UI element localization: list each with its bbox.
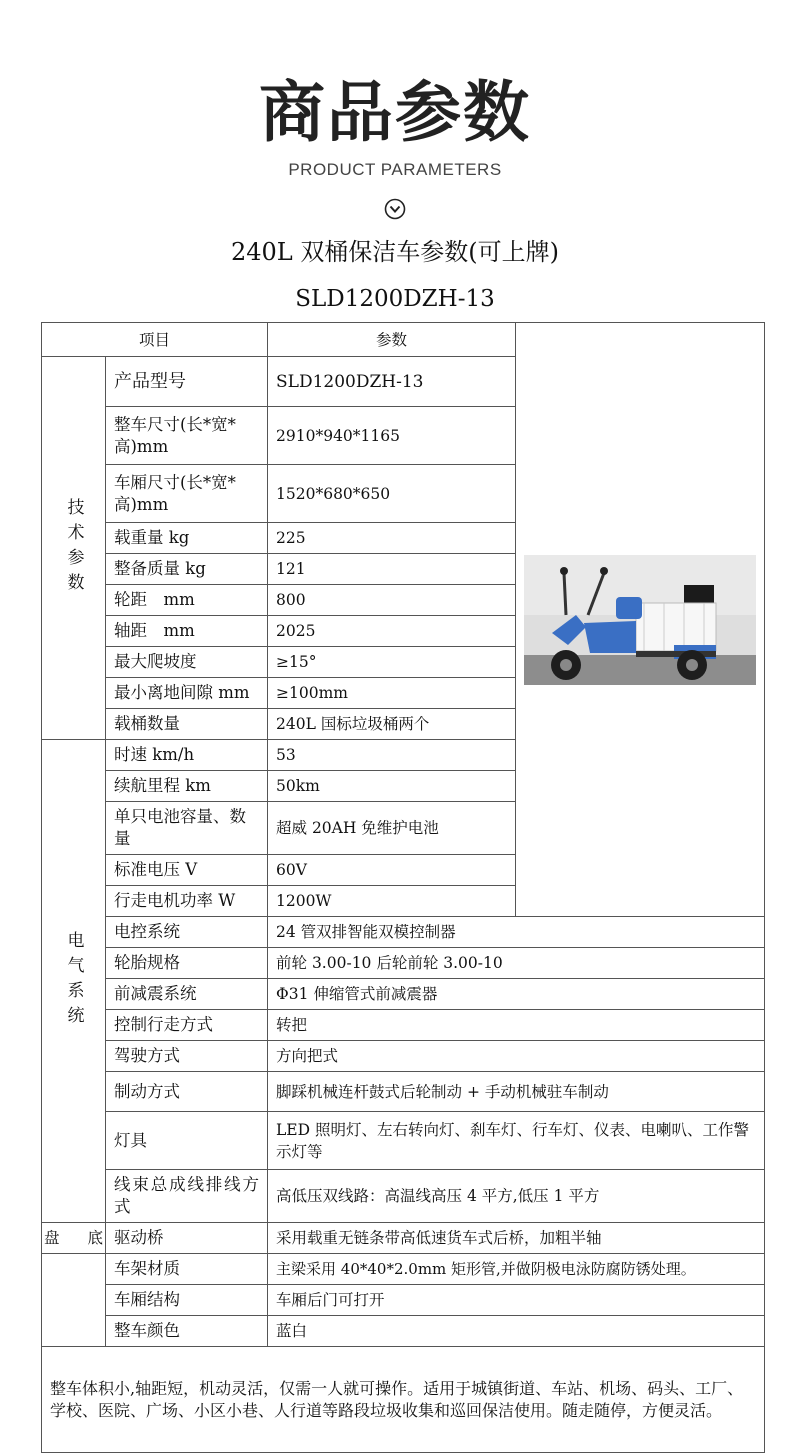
row-value: 1200W [268, 886, 516, 917]
row-name: 轮距 mm [106, 585, 268, 616]
row-value: ≥15° [268, 647, 516, 678]
row-value: 主梁采用 40*40*2.0mm 矩形管,并做阴极电泳防腐防锈处理。 [268, 1254, 765, 1285]
page-title: 商品参数 [259, 74, 531, 151]
row-name: 最小离地间隙 mm [106, 678, 268, 709]
row-value: ≥100mm [268, 678, 516, 709]
row-name: 制动方式 [106, 1072, 268, 1112]
row-name: 轴距 mm [106, 616, 268, 647]
row-value: 2910*940*1165 [268, 407, 516, 465]
row-value: 121 [268, 554, 516, 585]
row-value: 800 [268, 585, 516, 616]
row-value: 2025 [268, 616, 516, 647]
row-value: 24 管双排智能双模控制器 [268, 917, 765, 948]
row-name: 载桶数量 [106, 709, 268, 740]
row-value: 超威 20AH 免维护电池 [268, 802, 516, 855]
row-name: 单只电池容量、数量 [106, 802, 268, 855]
row-value: 53 [268, 740, 516, 771]
row-value: SLD1200DZH-13 [268, 357, 516, 407]
row-name: 车厢结构 [106, 1285, 268, 1316]
row-name: 电控系统 [106, 917, 268, 948]
row-name: 线束总成线排线方式 [106, 1170, 268, 1223]
row-name: 整备质量 kg [106, 554, 268, 585]
row-name: 产品型号 [106, 357, 268, 407]
header-item: 项目 [42, 323, 268, 357]
group-chassis: 盘 底 [42, 1223, 106, 1254]
row-name: 整车颜色 [106, 1316, 268, 1347]
spec-table [41, 322, 765, 1453]
row-value: 60V [268, 855, 516, 886]
row-value: LED 照明灯、左右转向灯、刹车灯、行车灯、仪表、电喇叭、工作警示灯等 [268, 1112, 765, 1170]
group-electric: 电气系统 [42, 740, 106, 1223]
row-value: 前轮 3.00-10 后轮前轮 3.00-10 [268, 948, 765, 979]
row-value: 转把 [268, 1010, 765, 1041]
row-value: 车厢后门可打开 [268, 1285, 765, 1316]
row-value: 蓝白 [268, 1316, 765, 1347]
row-value: 225 [268, 523, 516, 554]
row-value: 方向把式 [268, 1041, 765, 1072]
row-name: 灯具 [106, 1112, 268, 1170]
row-name: 控制行走方式 [106, 1010, 268, 1041]
row-name: 载重量 kg [106, 523, 268, 554]
row-name: 驾驶方式 [106, 1041, 268, 1072]
row-name: 标准电压 V [106, 855, 268, 886]
row-name: 车架材质 [106, 1254, 268, 1285]
row-name: 驱动桥 [106, 1223, 268, 1254]
header-value: 参数 [268, 323, 516, 357]
row-value: 高低压双线路：高温线高压 4 平方,低压 1 平方 [268, 1170, 765, 1223]
row-value: 240L 国标垃圾桶两个 [268, 709, 516, 740]
row-value: 1520*680*650 [268, 465, 516, 523]
row-name: 时速 km/h [106, 740, 268, 771]
page-subtitle-en: PRODUCT PARAMETERS [288, 160, 502, 179]
row-name: 轮胎规格 [106, 948, 268, 979]
product-heading: 240L 双桶保洁车参数(可上牌) [230, 238, 560, 266]
chevron-down-icon [384, 198, 406, 220]
row-name: 行走电机功率 W [106, 886, 268, 917]
row-name: 前减震系统 [106, 979, 268, 1010]
vehicle-image [524, 555, 756, 685]
row-name: 整车尺寸(长*宽*高)mm [106, 407, 268, 465]
product-photo [516, 323, 765, 917]
row-name: 车厢尺寸(长*宽*高)mm [106, 465, 268, 523]
row-name: 最大爬坡度 [106, 647, 268, 678]
row-value: 50km [268, 771, 516, 802]
row-value: 采用载重无链条带高低速货车式后桥，加粗半轴 [268, 1223, 765, 1254]
product-model: SLD1200DZH-13 [295, 286, 495, 312]
row-name: 续航里程 km [106, 771, 268, 802]
row-value: Φ31 伸缩管式前减震器 [268, 979, 765, 1010]
group-blank [42, 1254, 106, 1347]
row-value: 脚踩机械连杆鼓式后轮制动 + 手动机械驻车制动 [268, 1072, 765, 1112]
description-note: 整车体积小,轴距短，机动灵活，仅需一人就可操作。适用于城镇街道、车站、机场、码头、工厂、学校、医院、广场、小区小巷、人行道等路段垃圾收集和巡回保洁使用。随走随停，方便灵活。 [42, 1347, 765, 1453]
group-tech: 技术参数 [42, 357, 106, 740]
